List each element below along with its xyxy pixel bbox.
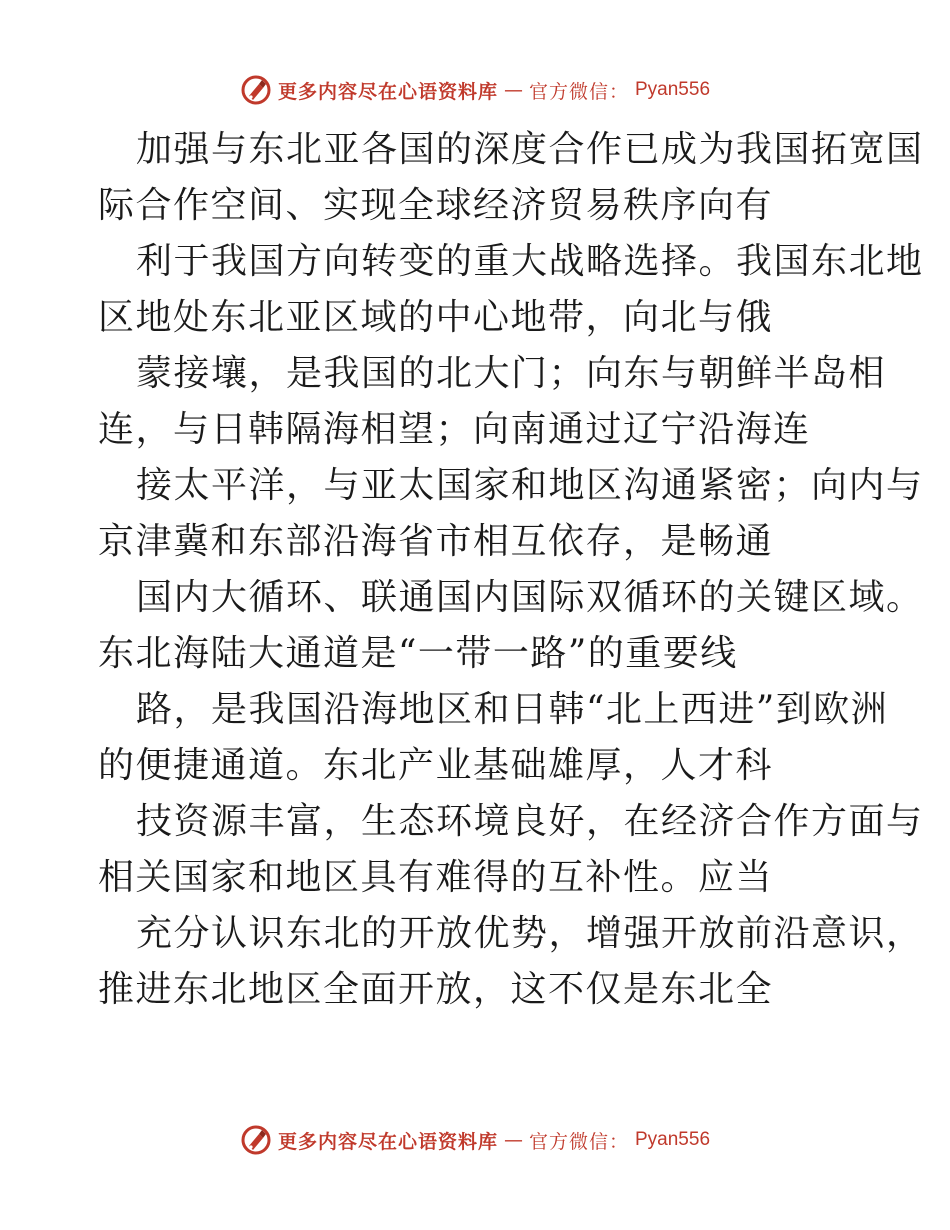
text-line: 加强与东北亚各国的深度合作已成为我国拓宽国 [136,129,924,170]
banner-wechat-label: 官方微信： [528,1130,629,1153]
banner-dash: — [503,1129,523,1151]
text-line: 的便捷通道。东北产业基础雄厚，人才科 [98,745,774,786]
text-line: 推进东北地区全面开放，这不仅是东北全 [98,969,774,1010]
pen-nib-circle-icon [240,74,272,106]
text-line: 国内大循环、联通国内国际双循环的关键区域。 [136,577,924,618]
text-line: 蒙接壤，是我国的北大门；向东与朝鲜半岛相 [136,353,887,394]
banner-wechat-label: 官方微信： [528,80,629,103]
banner-brand-text: 更多内容尽在心语资料库 [277,1130,498,1153]
banner-brand-text: 更多内容尽在心语资料库 [277,80,498,103]
footer-banner [0,1120,950,1160]
banner-wechat-id: Pyan556 [635,1129,711,1150]
text-line: 区地处东北亚区域的中心地带，向北与俄 [98,297,774,338]
banner-dash: — [503,79,523,101]
text-line: 东北海陆大通道是“一带一路”的重要线 [98,633,738,674]
text-line: 技资源丰富，生态环境良好，在经济合作方面与 [136,801,924,842]
text-line: 接太平洋，与亚太国家和地区沟通紧密；向内与 [136,465,924,506]
text-line: 相关国家和地区具有难得的互补性。应当 [98,857,774,898]
text-line: 京津冀和东部沿海省市相互依存，是畅通 [98,521,774,562]
text-line: 利于我国方向转变的重大战略选择。我国东北地 [136,241,924,282]
text-line: 连，与日韩隔海相望；向南通过辽宁沿海连 [98,409,811,450]
text-line: 路，是我国沿海地区和日韩“北上西进”到欧洲 [136,689,889,730]
pen-nib-circle-icon [240,1124,272,1156]
banner-wechat-id: Pyan556 [635,79,711,100]
text-line: 充分认识东北的开放优势，增强开放前沿意识， [136,913,924,954]
text-line: 际合作空间、实现全球经济贸易秩序向有 [98,185,774,226]
document-body [98,122,924,1018]
header-banner [0,70,950,110]
